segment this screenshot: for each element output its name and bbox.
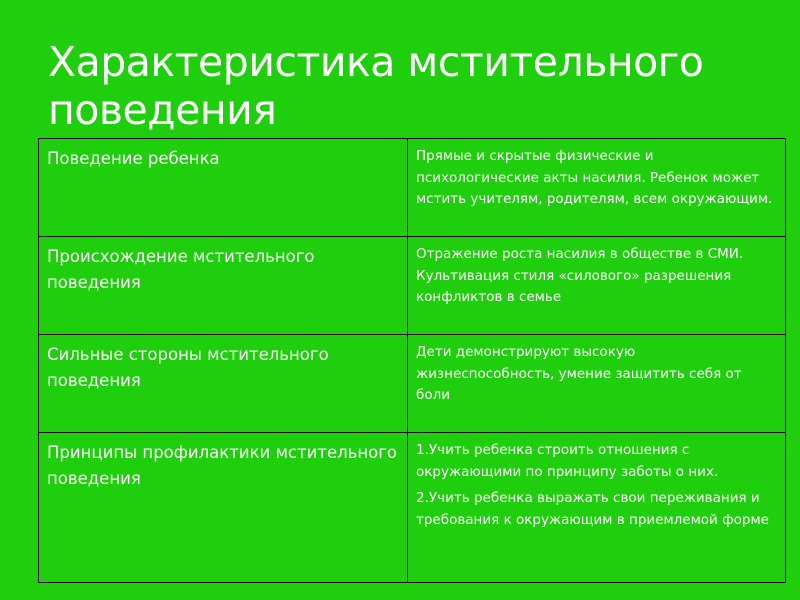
row-description-item-2: 2.Учить ребенка выражать свои переживания и требования к окружающим в приемлемой форме: [416, 490, 769, 528]
row-label-cell: [39, 335, 408, 433]
row-description: Прямые и скрытые физические и психологические акты насилия. Ребенок может мстить учителям, родителям, всем окружающим.: [416, 148, 773, 207]
row-description-cell: [408, 433, 786, 583]
row-description-cell: [408, 335, 786, 433]
table-row: [39, 237, 786, 335]
characteristics-table: [38, 138, 786, 583]
row-label: Поведение ребенка: [47, 149, 220, 168]
row-description-item-1: 1.Учить ребенка строить отношения с окружающими по принципу заботы о них.: [416, 442, 719, 480]
table-row: [39, 139, 786, 237]
slide-title: Характеристика мстительного поведения: [48, 38, 704, 134]
row-label-cell: [39, 237, 408, 335]
row-label: Сильные стороны мстительного поведения: [47, 345, 329, 390]
row-description-cell: [408, 237, 786, 335]
row-label-cell: [39, 139, 408, 237]
row-description: Отражение роста насилия в обществе в СМИ. Культивация стиля «силового» разрешения конфликтов в семье: [416, 246, 744, 305]
row-label-cell: [39, 433, 408, 583]
table-row: [39, 335, 786, 433]
row-label: Принципы профилактики мстительного поведения: [47, 443, 398, 488]
row-description: Дети демонстрируют высокую жизнеспособность, умение защитить себя от боли: [416, 344, 742, 403]
table-row: [39, 433, 786, 583]
row-label: Происхождение мстительного поведения: [47, 247, 315, 292]
row-description-cell: [408, 139, 786, 237]
